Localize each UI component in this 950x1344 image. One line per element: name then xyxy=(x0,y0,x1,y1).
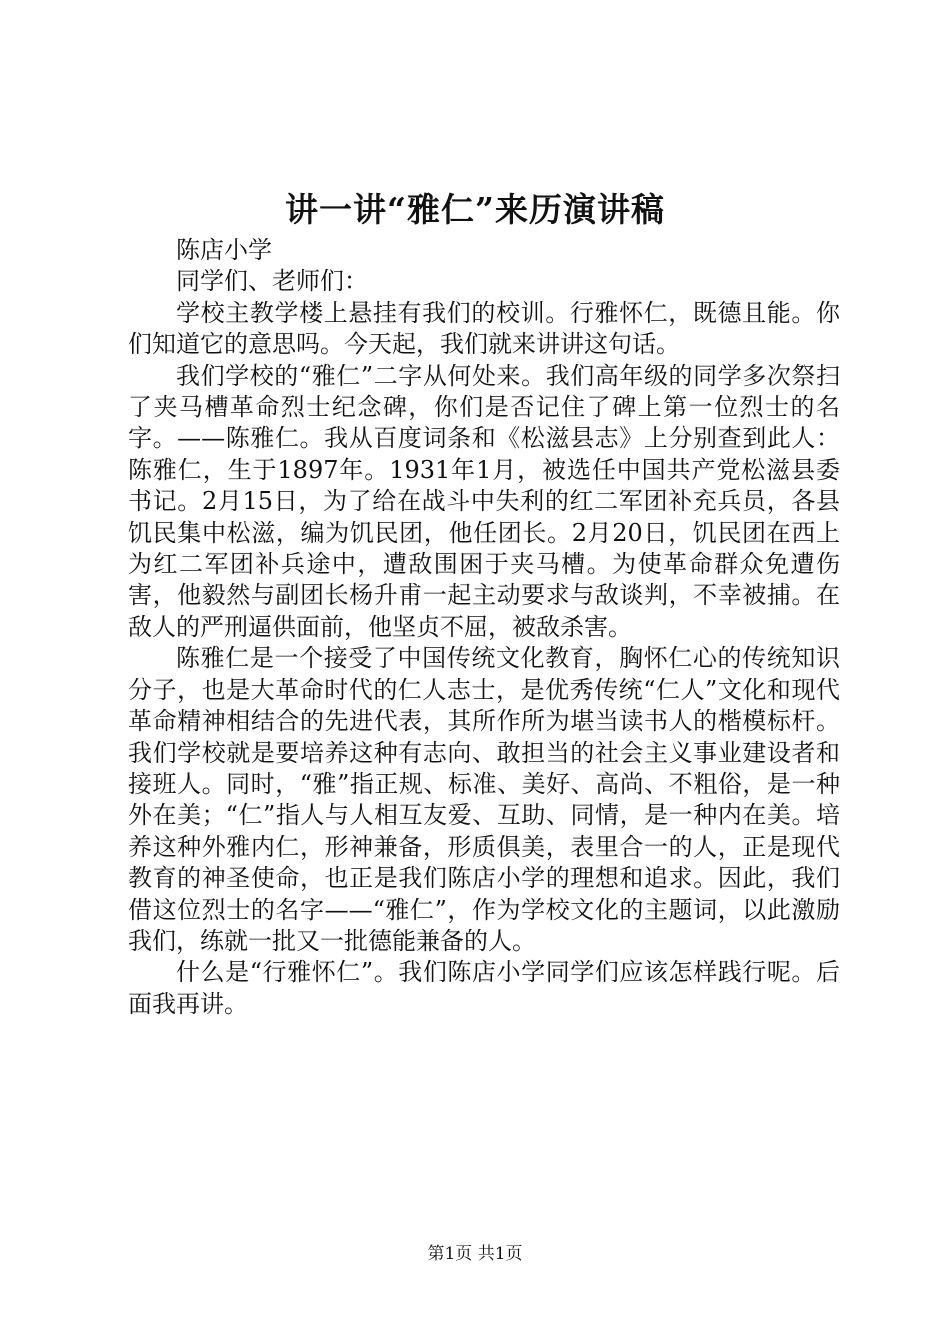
document-title: 讲一讲“雅仁”来历演讲稿 xyxy=(285,190,665,229)
paragraph-origin: 我们学校的“雅仁”二字从何处来。我们高年级的同学多次祭扫了夹马槽革命烈士纪念碑，你们是否记住了碑上第一位烈士的名字。——陈雅仁。我从百度词条和《松滋县志》上分别查到此人：陈雅仁，生于1897年。1931年1月，被选任中国共产党松滋县委书记。2月15日，为了给在战斗中失利的红二军团补充兵员，各县饥民集中松滋，编为饥民团，他任团长。2月20日，饥民团在西上为红二军团补兵途中，遭敌围困于夹马槽。为使革命群众免遭伤害，他毅然与副团长杨升甫一起主动要求与敌谈判，不幸被捕。在敌人的严刑逼供面前，他坚贞不屈，被敌杀害。 xyxy=(128,361,840,641)
paragraph-meaning: 陈雅仁是一个接受了中国传统文化教育，胸怀仁心的传统知识分子，也是大革命时代的仁人志士，是优秀传统“仁人”文化和现代革命精神相结合的先进代表，其所作所为堪当读书人的楷模标杆。我们学校就是要培养这种有志向、敢担当的社会主义事业建设者和接班人。同时，“雅”指正规、标准、美好、高尚、不粗俗，是一种外在美；“仁”指人与人相互友爱、互助、同情，是一种内在美。培养这种外雅内仁，形神兼备，形质俱美，表里合一的人，正是现代教育的神圣使命，也正是我们陈店小学的理想和追求。因此，我们借这位烈士的名字——“雅仁”，作为学校文化的主题词，以此激励我们，练就一批又一批德能兼备的人。 xyxy=(128,644,840,955)
document-body xyxy=(128,235,840,1020)
page-footer: 第1页 共1页 xyxy=(427,1244,523,1264)
paragraph-motto: 学校主教学楼上悬挂有我们的校训。行雅怀仁，既德且能。你们知道它的意思吗。今天起，我们就来讲讲这句话。 xyxy=(128,298,840,359)
school-name: 陈店小学 xyxy=(176,236,272,264)
paragraph-closing: 什么是“行雅怀仁”。我们陈店小学同学们应该怎样践行呢。后面我再讲。 xyxy=(128,958,840,1018)
salutation: 同学们、老师们： xyxy=(176,267,368,296)
